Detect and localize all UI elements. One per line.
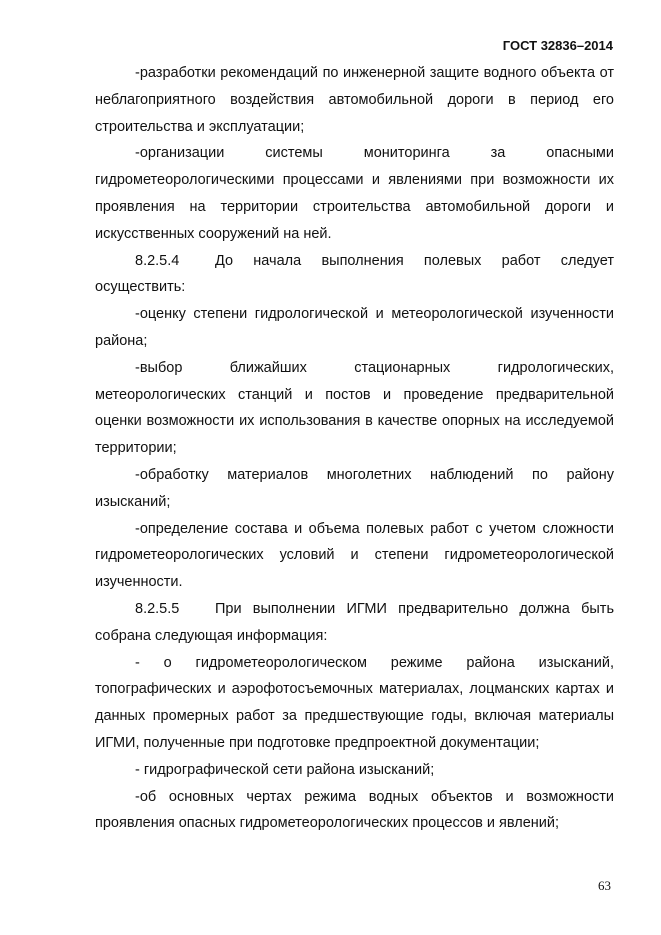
paragraph-monitoring: -организации системы мониторинга за опасными гидрометеорологическими процессами и явлениями при возможности их проявления на территории строительства автомобильной дороги и искусственных сооружений на ней. [95,145,614,242]
page-number: 63 [598,878,611,893]
section-8-2-5-4 [95,248,614,302]
paragraph-assessment: -оценку степени гидрологической и метеорологической изученности района; [95,306,614,349]
paragraph-hydromet-regime: - о гидрометеорологическом режиме района изысканий, топографических и аэрофотосъемочных материалах, лоцманских картах и данных промерных работ за предшествующие годы, включая материалы ИГМИ, полученные при подготовке предпроектной документации; [95,654,614,751]
paragraph-station-selection: -выбор ближайших стационарных гидрологических, метеорологических станций и постов и проведение предварительной оценки возможности их использования в качестве опорных на исследуемой территории; [95,359,614,457]
section-text: При выполнении ИГМИ предварительно должна быть собрана следующая информация: [95,600,614,644]
paragraph-recommendations: -разработки рекомендаций по инженерной защите водного объекта от неблагоприятного воздействия автомобильной дороги в период его строительства и эксплуатации; [95,65,614,135]
document-body [95,60,614,837]
paragraph-data-processing: -обработку материалов многолетних наблюдений по району изысканий; [95,466,614,510]
section-number: 8.2.5.4 [135,252,180,269]
section-text: До начала выполнения полевых работ следует осуществить: [95,252,614,296]
document-code-header: ГОСТ 32836–2014 [502,38,613,53]
paragraph-hydrographic-network: - гидрографической сети района изысканий; [135,761,435,778]
section-8-2-5-5 [95,596,614,650]
paragraph-work-scope: -определение состава и объема полевых работ с учетом сложности гидрометеорологических условий и степени гидрометеорологической изученности. [95,520,614,591]
section-number: 8.2.5.5 [135,600,180,617]
paragraph-water-regime: -об основных чертах режима водных объектов и возможности проявления опасных гидрометеорологических процессов и явлений; [95,788,614,832]
